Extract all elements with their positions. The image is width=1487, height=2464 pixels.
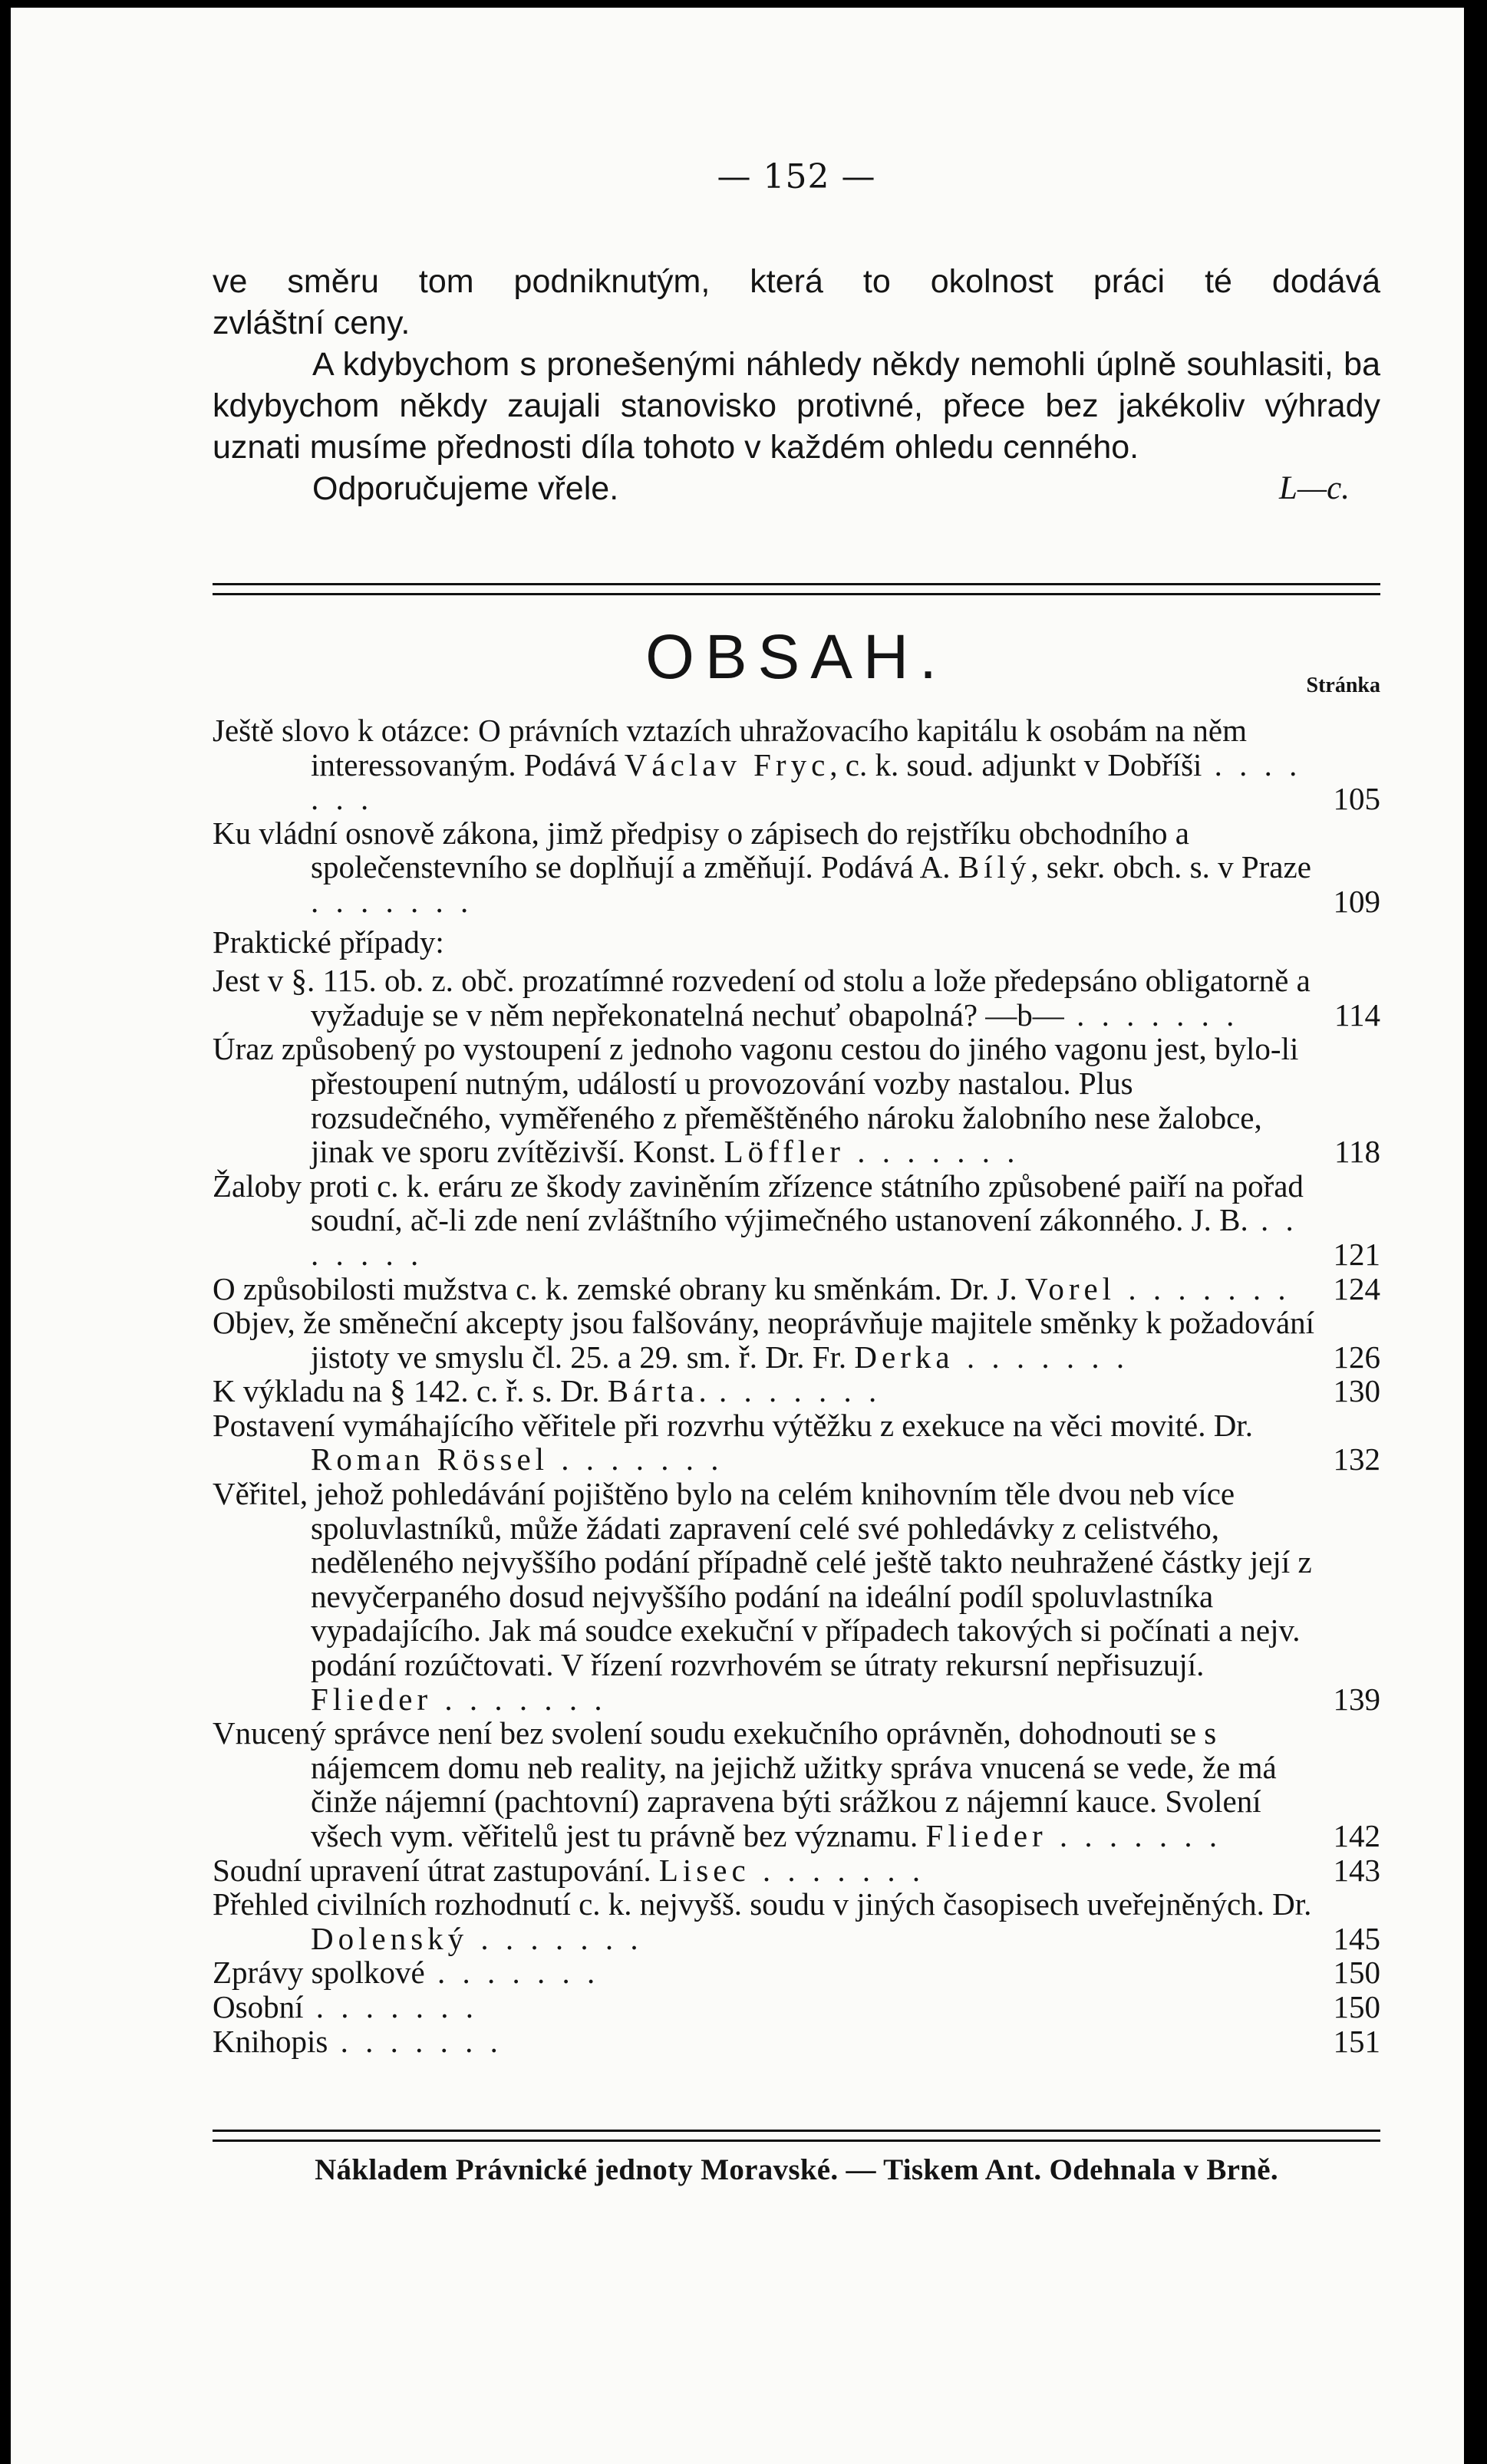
- dot-leader: . . . . . . .: [1047, 1818, 1222, 1853]
- dot-leader: . . . . . . .: [311, 746, 1302, 817]
- toc-entry[interactable]: [213, 1032, 1380, 1168]
- toc-entry-title: K výkladu na § 142. c. ř. s. Dr.: [213, 1373, 608, 1409]
- toc-entry-title: Postavení vymáhajícího věřitele při rozvrhu výtěžku z exekuce na věci movité. Dr.: [213, 1407, 1253, 1443]
- toc-entry-author: Vorel: [1025, 1270, 1116, 1306]
- toc-page-number: 109: [1333, 883, 1380, 919]
- review-line: ve směru tom podniknutým, která to okolnost práci té dodává: [213, 263, 1380, 300]
- toc-entry-title: Úraz způsobený po vystoupení z jednoho vagonu cestou do jiného vagonu jest, bylo-li přestoupení nutným, událostí u provozování vozby nastalou. Plus rozsudečného, vyměřeného z přeměštěného nároku žalobního nese žalobce, jinak ve sporu zvítězivší. Konst.: [213, 1031, 1299, 1170]
- toc-page-number: 130: [1333, 1373, 1380, 1409]
- toc-page-number: 150: [1333, 1955, 1380, 1991]
- dot-leader: . . . . . . .: [303, 1988, 478, 2024]
- toc-entry-title: Věřitel, jehož pohledávání pojištěno bylo na celém knihovním těle dvou neb více spoluvlastníků, může žádati zapravení celé své pohledávky z celistvého, neděleného nejvyššího podání případně celé ještě takto neuhražené částky její z nevyčerpaného dosud nejvyššího podání na ideální podíl spoluvlastníka vypadajícího. Jak má soudce exekuční v případech takových si počínati a nejv. podání rozúčtovati. V řízení rozvrhovém se útraty rekursní nepřisuzují.: [213, 1476, 1312, 1683]
- toc-entry-author: Flieder: [925, 1818, 1047, 1853]
- toc-entry-title: Osobní: [213, 1988, 304, 2024]
- toc-entry-author: Roman Rössel: [311, 1441, 549, 1477]
- toc-entry-author: Lisec: [658, 1852, 750, 1888]
- toc-title: OBSAH.: [645, 622, 948, 692]
- review-line: zvláštní ceny.: [213, 305, 410, 341]
- dot-leader: . . . . . . .: [1063, 996, 1239, 1033]
- toc-page-number: 139: [1333, 1681, 1380, 1717]
- dot-leader: . . . . . . .: [424, 1955, 600, 1991]
- review-signature: L—c.: [1279, 470, 1350, 506]
- toc-entry-tail: , c. k. soud. adjunkt v Dobříši: [829, 746, 1202, 782]
- toc-page-number: 126: [1333, 1339, 1380, 1375]
- toc-entry-title: Přehled civilních rozhodnutí c. k. nejvyšš. soudu v jiných časopisech uveřejněných. Dr.: [213, 1886, 1312, 1922]
- dot-leader: . . . . . . .: [311, 883, 473, 919]
- dot-leader: . . . . . . .: [549, 1441, 724, 1477]
- review-paragraph: A kdybychom s pronešenými náhledy někdy nemohli úplně souhlasiti, ba kdybychom někdy zaujali stanovisko protivné, přece bez jakékoliv výhrady uznati musíme přednosti díla tohoto v každém ohledu cenného.: [213, 346, 1380, 466]
- dot-leader: . . . . . . .: [311, 1202, 1298, 1272]
- toc-entry-author: Flieder: [311, 1681, 433, 1717]
- toc-page-number: 143: [1333, 1852, 1380, 1888]
- dot-leader: . . . . . . .: [844, 1134, 1020, 1170]
- toc-entry[interactable]: [213, 1887, 1380, 1955]
- page-number: — 152 —: [717, 157, 876, 196]
- toc-page-number: 105: [1333, 781, 1380, 817]
- toc-entry-title: Zprávy spolkové: [213, 1955, 425, 1991]
- dot-leader: . . . . . . .: [750, 1852, 925, 1888]
- dot-leader: . . . . . . .: [432, 1681, 607, 1717]
- toc-entry-author: Bárta: [607, 1373, 699, 1409]
- toc-entry-title: Ku vládní osnově zákona, jimž předpisy o zápisech do rejstříku obchodního a společenstevního se doplňují a změňují. Podává A.: [213, 815, 1189, 885]
- toc-entry-title: Knihopis: [213, 2023, 328, 2059]
- toc-page-number: 114: [1334, 996, 1380, 1033]
- toc-page-number: 150: [1333, 1988, 1380, 2024]
- toc-entry-author: Bílý: [958, 849, 1031, 885]
- toc-entry[interactable]: [213, 816, 1380, 919]
- dot-leader: . . . . . . .: [706, 1373, 882, 1409]
- toc-entry[interactable]: [213, 1477, 1380, 1716]
- toc-entry[interactable]: [213, 713, 1380, 816]
- toc-entry[interactable]: [213, 964, 1380, 1032]
- toc-page-number: 142: [1333, 1818, 1380, 1853]
- dot-leader: . . . . . . .: [954, 1339, 1129, 1375]
- toc-entry-tail: .: [698, 1373, 707, 1409]
- toc-entry[interactable]: [213, 1853, 1380, 1888]
- toc-entry[interactable]: [213, 2024, 1380, 2059]
- toc-page-number: 124: [1333, 1270, 1380, 1306]
- section-divider: [213, 583, 1380, 595]
- dot-leader: . . . . . . .: [1116, 1270, 1291, 1306]
- toc-page-number: 132: [1333, 1441, 1380, 1477]
- toc-entry[interactable]: [213, 1272, 1380, 1306]
- toc-entry-author: Dolenský: [311, 1920, 469, 1956]
- toc-entry-author: Löffler: [724, 1134, 845, 1170]
- review-closing: Odporučujeme vřele.: [312, 470, 619, 507]
- toc-entry-title: Jest v §. 115. ob. z. obč. prozatímné rozvedení od stolu a lože předepsáno obligatorně a vyžaduje se v něm nepřekonatelná nechuť obapolná? —b—: [213, 963, 1311, 1033]
- table-of-contents: [213, 713, 1380, 2058]
- dot-leader: . . . . . . .: [328, 2023, 503, 2059]
- dot-leader: . . . . . . .: [468, 1920, 643, 1956]
- toc-entry[interactable]: [213, 1306, 1380, 1374]
- toc-entry[interactable]: [213, 1716, 1380, 1853]
- toc-entry-title: Vnucený správce není bez svolení soudu exekučního oprávněn, dohodnouti se s nájemcem domu neb reality, na jejichž užitky správa vnucená se vede, že má činže nájemní (pachtovní) zapravena býti srážkou z nájemní kauce. Svolení všech vym. věřitelů jest tu právně bez významu.: [213, 1715, 1277, 1853]
- toc-entry-title: O způsobilosti mužstva c. k. zemské obrany ku směnkám. Dr. J.: [213, 1270, 1025, 1306]
- toc-entry-title: Ještě slovo k otázce: O právních vztazích uhražovacího kapitálu k osobám na něm interessovaným. Podává: [213, 713, 1247, 782]
- toc-entry-tail: , sekr. obch. s. v Praze: [1030, 849, 1311, 885]
- toc-entry-title: Soudní upravení útrat zastupování.: [213, 1852, 659, 1888]
- footer-divider: [213, 2130, 1380, 2142]
- toc-entry-title: Objev, že směneční akcepty jsou falšovány, neoprávňuje majitele směnky k požadování jistoty ve smyslu čl. 25. a 29. sm. ř. Dr. Fr.: [213, 1305, 1315, 1375]
- toc-page-number: 151: [1333, 2023, 1380, 2059]
- toc-entry-author: Václav Fryc: [624, 746, 830, 782]
- toc-page-number: 121: [1333, 1236, 1380, 1272]
- toc-page-number: 145: [1333, 1920, 1380, 1956]
- document-page: [213, 0, 1380, 2464]
- toc-entry-author: Derka: [854, 1339, 955, 1375]
- toc-entry[interactable]: [213, 1169, 1380, 1272]
- imprint: Nákladem Právnické jednoty Moravské. — Tiskem Ant. Odehnala v Brně.: [315, 2153, 1278, 2186]
- toc-entry-title: Žaloby proti c. k. eráru ze škody zaviněním zřízence státního způsobené paiří na pořad soudní, ač-li zde není zvláštního výjimečného ustanovení zákonného. J. B.: [213, 1168, 1304, 1238]
- toc-section-heading: Praktické případy:: [213, 924, 444, 960]
- page-column-label: Stránka: [1306, 674, 1380, 697]
- review-text: [213, 261, 1380, 509]
- toc-entry[interactable]: [213, 1408, 1380, 1477]
- toc-entry[interactable]: [213, 1374, 1380, 1408]
- toc-entry[interactable]: [213, 1955, 1380, 1990]
- toc-entry[interactable]: [213, 1990, 1380, 2024]
- toc-page-number: 118: [1334, 1134, 1380, 1170]
